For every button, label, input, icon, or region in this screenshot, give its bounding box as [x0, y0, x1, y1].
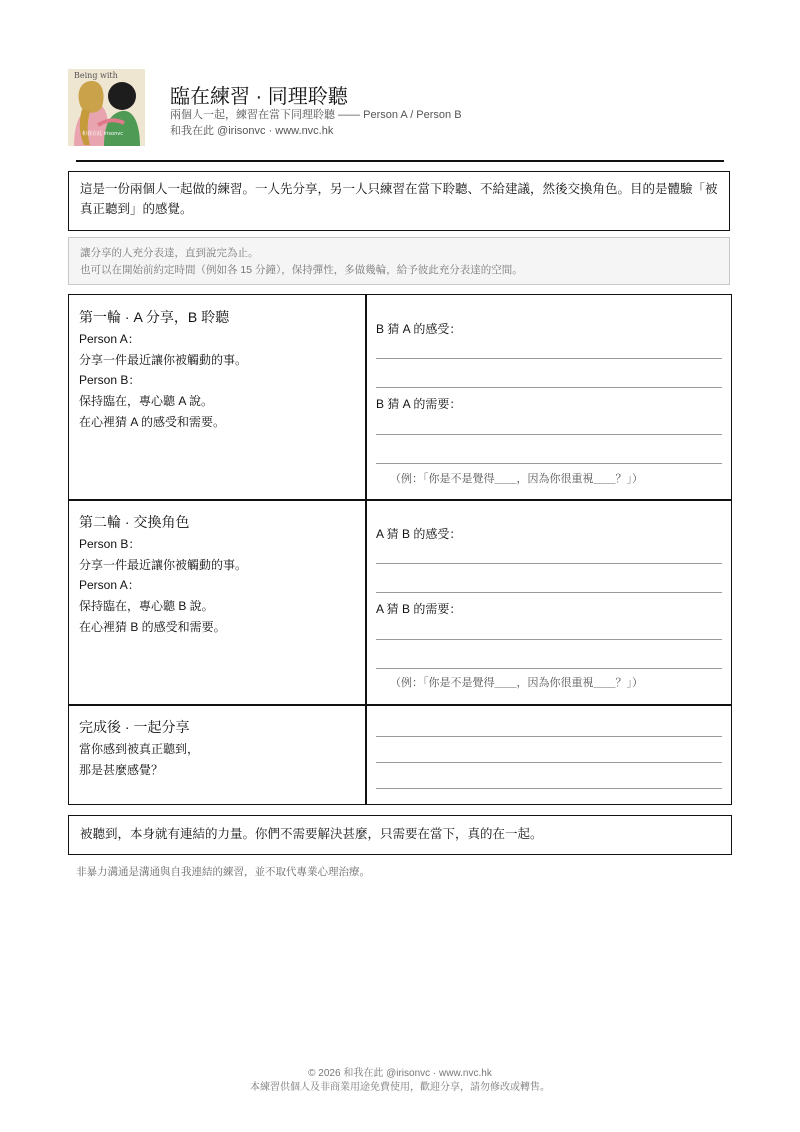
round-2-line: Person B：: [79, 537, 141, 551]
page-subtitle: 兩個人一起，練習在當下同理聆聽 —— Person A / Person B: [170, 109, 462, 121]
note-box: [68, 237, 730, 285]
after-line: 當你感到被真正聽到，: [79, 742, 200, 756]
round-1-line: Person A：: [79, 332, 140, 346]
logo-script: Being with: [74, 71, 118, 80]
exercise-grid: [68, 294, 732, 805]
footer-copyright: © 2026 和我在此 @irisonvc · www.nvc.hk: [308, 1068, 492, 1079]
page-title: 臨在練習 · 同理聆聽: [170, 86, 348, 108]
note-line-2: 也可以在開始前約定時間（例如各 15 分鐘），保持彈性，多做幾輪，給予彼此充分表達的空間。: [80, 264, 523, 276]
round-2-line: 分享一件最近讓你被觸動的事。: [79, 557, 248, 572]
logo-caption: 和我在此 irisonvc: [82, 131, 123, 137]
writing-line[interactable]: [376, 463, 722, 464]
round-2-feeling-label: A 猜 B 的感受：: [376, 527, 462, 541]
round-2-heading: 第二輪 · 交換角色: [79, 514, 190, 530]
byline: 和我在此 @irisonvc · www.nvc.hk: [170, 125, 334, 137]
round-2-line: 在心裡猜 B 的感受和需要。: [79, 619, 226, 634]
round-1-line: 在心裡猜 A 的感受和需要。: [79, 414, 226, 429]
logo-illustration: [68, 69, 145, 146]
closing-box: 被聽到，本身就有連結的力量。你們不需要解決甚麼，只需要在當下，真的在一起。: [68, 815, 732, 855]
round-2-worksheet: [376, 500, 722, 704]
round-1-heading: 第一輪 · A 分享，B 聆聽: [79, 309, 230, 325]
round-1-example: （例：「你是不是覺得＿＿，因為你很重視＿＿？」）: [390, 473, 643, 485]
round-2-line: Person A：: [79, 578, 140, 593]
writing-line[interactable]: [376, 387, 722, 388]
intro-box: 這是一份兩個人一起做的練習。一人先分享，另一人只練習在當下聆聽、不給建議，然後交換角色。目的是體驗「被真正聽到」的感覺。: [68, 171, 730, 231]
round-2-need-label: A 猜 B 的需要：: [376, 602, 462, 616]
disclaimer: 非暴力溝通是溝通與自我連結的練習，並不取代專業心理治療。: [76, 866, 370, 878]
column-divider: [365, 295, 367, 804]
after-heading: 完成後 · 一起分享: [79, 719, 190, 735]
round-1-line: 保持臨在，專心聽 A 說。: [79, 394, 214, 409]
note-line-1: 讓分享的人充分表達，直到說完為止。: [80, 247, 259, 259]
writing-line[interactable]: [376, 762, 722, 763]
after-worksheet: [376, 705, 722, 804]
after-line: 那是甚麼感覺？: [79, 762, 164, 777]
round-1-worksheet: [376, 295, 722, 499]
round-1-need-label: B 猜 A 的需要：: [376, 397, 462, 411]
header-divider: [76, 160, 724, 162]
writing-line[interactable]: [376, 788, 722, 789]
footer-license: 本練習供個人及非商業用途免費使用，歡迎分享，請勿修改或轉售。: [250, 1082, 550, 1093]
writing-line[interactable]: [376, 668, 722, 669]
writing-line[interactable]: [376, 358, 722, 359]
round-1-line: Person B：: [79, 373, 141, 388]
round-2-line: 保持臨在，專心聽 B 說。: [79, 599, 214, 614]
round-1-feeling-label: B 猜 A 的感受：: [376, 322, 462, 336]
writing-line[interactable]: [376, 736, 722, 737]
writing-line[interactable]: [376, 563, 722, 564]
round-2-instructions: [79, 500, 359, 638]
round-2-example: （例：「你是不是覺得＿＿，因為你很重視＿＿？」）: [390, 677, 643, 689]
writing-line[interactable]: [376, 592, 722, 593]
logo: [68, 69, 145, 146]
writing-line[interactable]: [376, 434, 722, 435]
round-1-instructions: [79, 295, 359, 433]
round-1-line: 分享一件最近讓你被觸動的事。: [79, 352, 248, 367]
after-instructions: [79, 705, 359, 780]
writing-line[interactable]: [376, 639, 722, 640]
